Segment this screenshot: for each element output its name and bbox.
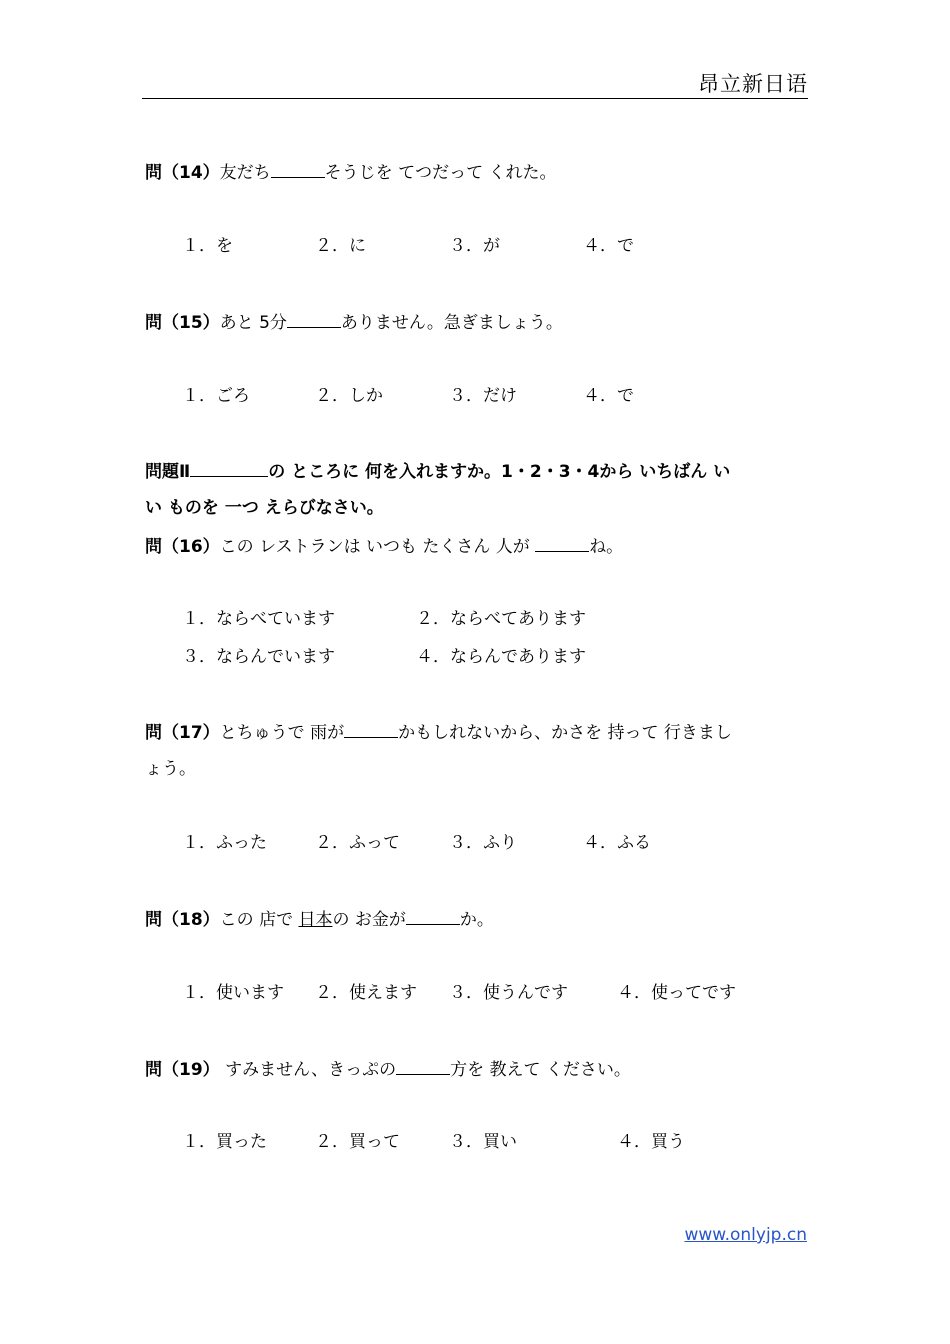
question-19-text-before: すみません、きっぷの	[219, 1060, 397, 1080]
question-19-option-2: ２．買って	[315, 1132, 400, 1152]
question-18-underlined-word: 日本	[298, 910, 333, 930]
question-17	[145, 719, 732, 745]
question-15-option-4: ４．で	[583, 386, 634, 406]
question-17-label: 問（17）	[145, 723, 220, 743]
question-15-label: 問（15）	[145, 313, 220, 333]
header-divider	[142, 98, 808, 99]
section-2-instructions-line-1	[145, 458, 730, 484]
question-14-text-before: 友だち	[219, 163, 271, 183]
question-15-text-after: ありません。急ぎましょう。	[340, 313, 563, 333]
question-17-text-before: とちゅうで 雨が	[219, 723, 345, 743]
question-16-option-3: ３．ならんでいます	[182, 647, 335, 667]
header-brand: 昂立新日语	[698, 72, 808, 96]
section-blank	[190, 458, 268, 477]
question-16-option-1: １．ならべています	[182, 609, 335, 629]
question-16-text-after: ね。	[589, 537, 624, 557]
question-18-option-4: ４．使ってです	[617, 983, 736, 1003]
section-2-label: 問題Ⅱ	[145, 462, 191, 482]
question-16-text-before: この レストランは いつも たくさん 人が	[219, 537, 536, 557]
question-17-option-2: ２．ふって	[315, 833, 400, 853]
question-15-option-3: ３．だけ	[449, 386, 517, 406]
question-14-option-1: １．を	[182, 236, 233, 256]
question-18-option-1: １．使います	[182, 983, 284, 1003]
answer-blank	[287, 309, 341, 328]
question-15	[145, 309, 563, 335]
answer-blank	[396, 1056, 450, 1075]
question-19-option-4: ４．買う	[617, 1132, 685, 1152]
question-17-option-3: ３．ふり	[449, 833, 517, 853]
question-16	[145, 533, 623, 559]
question-17-text-after: かもしれないから、かさを 持って 行きまし	[398, 723, 732, 743]
question-19-label: 問（19）	[145, 1060, 220, 1080]
question-19-option-3: ３．買い	[449, 1132, 517, 1152]
question-18-text-before: この 店で	[219, 910, 299, 930]
question-15-option-2: ２．しか	[315, 386, 383, 406]
question-14-option-2: ２．に	[315, 236, 366, 256]
question-19	[145, 1056, 631, 1082]
footer-website-link[interactable]: www.onlyjp.cn	[684, 1225, 807, 1245]
question-19-text-after: 方を 教えて ください。	[450, 1060, 631, 1080]
question-18-text-after: か。	[459, 910, 494, 930]
question-18-text-middle: の お金が	[332, 910, 406, 930]
answer-blank	[535, 533, 589, 552]
question-18-option-3: ３．使うんです	[449, 983, 568, 1003]
question-15-text-before: あと 5分	[219, 313, 287, 333]
question-14-option-4: ４．で	[583, 236, 634, 256]
question-18-label: 問（18）	[145, 910, 220, 930]
question-18-option-2: ２．使えます	[315, 983, 417, 1003]
question-14-text-after: そうじを てつだって くれた。	[324, 163, 557, 183]
section-2-instructions-text: の ところに 何を入れますか。1・2・3・4から いちばん い	[268, 462, 731, 482]
answer-blank	[406, 906, 460, 925]
question-14-label: 問（14）	[145, 163, 220, 183]
answer-blank	[344, 719, 398, 738]
question-16-option-4: ４．ならんであります	[416, 647, 586, 667]
question-14	[145, 159, 556, 185]
question-17-line-2: ょう。	[145, 759, 196, 779]
question-18	[145, 906, 494, 932]
question-16-label: 問（16）	[145, 537, 220, 557]
question-16-option-2: ２．ならべてあります	[416, 609, 586, 629]
answer-blank	[271, 159, 325, 178]
question-17-option-1: １．ふった	[182, 833, 267, 853]
question-17-option-4: ４．ふる	[583, 833, 651, 853]
question-14-option-3: ３．が	[449, 236, 500, 256]
question-15-option-1: １．ごろ	[182, 386, 250, 406]
section-2-instructions-line-2: い ものを 一つ えらびなさい。	[145, 498, 384, 518]
question-19-option-1: １．買った	[182, 1132, 267, 1152]
